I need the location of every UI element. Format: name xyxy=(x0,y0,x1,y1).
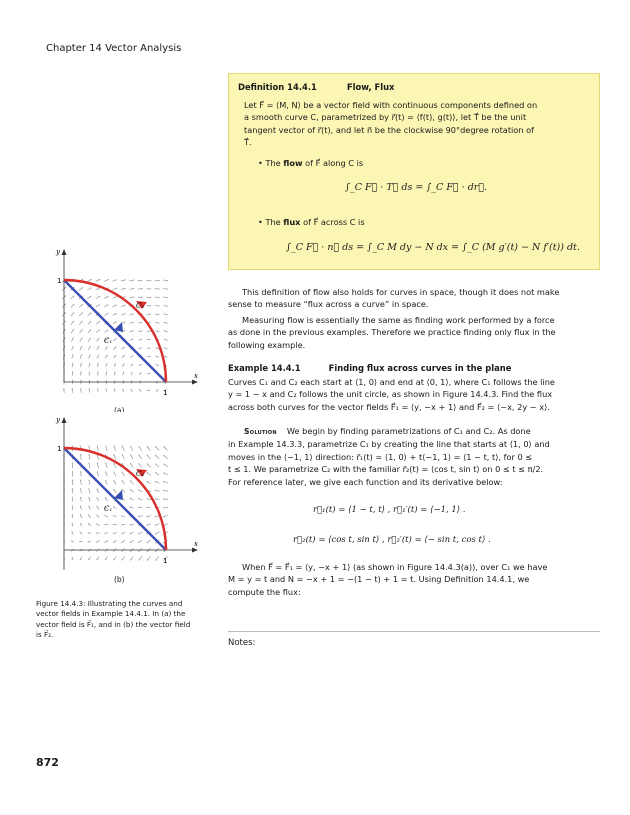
field-arrow-head xyxy=(158,305,159,307)
field-arrow-head xyxy=(158,288,159,290)
paragraph-flow-space xyxy=(228,286,600,311)
field-arrow-head xyxy=(72,446,74,447)
label-c2-a: C₂ xyxy=(136,302,145,310)
field-arrow-head xyxy=(72,471,74,472)
example-line: across both curves for the vector fields F⃗₁ = ⟨y, −x + 1⟩ and F⃗₂ = ⟨−x, 2y − x⟩. xyxy=(228,401,550,412)
equation-r2: r⃗₂(t) = ⟨cos t, sin t⟩ , r⃗₂′(t) = ⟨− sin t, cos t⟩ . xyxy=(293,535,491,545)
flow-equation: ∫_C F⃗ · T⃗ ds = ∫_C F⃗ · dr⃗. xyxy=(345,182,488,193)
field-arrow-head xyxy=(72,505,74,506)
field-arrow-head xyxy=(72,463,74,464)
field-arrow-head xyxy=(141,288,142,290)
field-arrow-head xyxy=(122,380,124,381)
field-arrow-head xyxy=(138,507,139,509)
solution-line: in Example 14.3.3, parametrize C₁ by creating the line that starts at ⟨1, 0⟩ and xyxy=(228,439,550,450)
body-line: sense to measure “flux across a curve” in space. xyxy=(228,299,429,310)
field-arrow-head xyxy=(72,371,74,372)
flux-bullet: • The flux of F⃗ across C is xyxy=(258,217,365,227)
field-arrow-head xyxy=(158,297,159,299)
curve-c1-b xyxy=(64,448,166,550)
definition-line: T⃗. xyxy=(244,137,252,148)
field-arrow-head xyxy=(106,380,108,381)
field-arrow-head xyxy=(150,305,151,307)
field-arrow-head xyxy=(72,380,74,381)
definition-line: Let F⃗ = ⟨M, N⟩ be a vector field with continuous components defined on xyxy=(244,100,538,110)
flux-bullet-prefix: The xyxy=(265,217,284,227)
field-arrow-head xyxy=(149,322,150,324)
field-arrow-head xyxy=(155,498,156,500)
flux-bullet-suffix: of F⃗ across C is xyxy=(300,217,365,227)
field-arrow-head xyxy=(138,515,139,517)
field-arrow-head xyxy=(163,498,164,500)
x-axis-arrow-b xyxy=(192,548,198,553)
label-c1-a: C₁ xyxy=(104,337,113,345)
field-arrow-head xyxy=(149,330,150,332)
flow-bullet-suffix: of F⃗ along C is xyxy=(302,158,364,168)
x-axis-label-a: x xyxy=(194,372,198,380)
example-label: Example 14.4.1 xyxy=(228,363,301,373)
field-arrow-head xyxy=(72,497,74,498)
solution-label: Solution xyxy=(244,427,277,436)
notes-divider xyxy=(228,631,600,632)
tick-x-a: 1 xyxy=(163,389,168,397)
flow-bullet: • The flow of F⃗ along C is xyxy=(258,158,364,168)
tick-y-b: 1 xyxy=(57,445,62,453)
field-arrow-head xyxy=(150,280,151,282)
solution-line: moves in the ⟨−1, 1⟩ direction: r⃗₁(t) = ⟨1, 0⟩ + t⟨−1, 1⟩ = ⟨1 − t, t⟩, for 0 ≤ xyxy=(228,451,533,462)
definition-line: tangent vector of r⃗(t), and let n⃗ be the clockwise 90°degree rotation of xyxy=(244,124,535,135)
field-arrow-head xyxy=(79,541,80,543)
body-line: Measuring flow is essentially the same as finding work performed by a force xyxy=(242,315,555,325)
figure-caption: Figure 14.4.3: Illustrating the curves and vector fields in Example 14.4.1. In (a) the vector field is F⃗₁, and in (b) the vector field is F⃗₂. xyxy=(36,599,191,640)
field-arrow-head xyxy=(89,380,91,381)
chapter-header: Chapter 14 Vector Analysis xyxy=(46,43,182,54)
tick-x-b: 1 xyxy=(163,557,168,565)
solution-block xyxy=(228,425,600,488)
y-axis-label-b: y xyxy=(56,416,60,424)
field-arrow-head xyxy=(149,347,150,349)
example-heading xyxy=(228,363,511,373)
field-arrow-head xyxy=(150,288,151,290)
field-arrow-head xyxy=(149,356,150,358)
figure-a-label: (a) xyxy=(114,406,125,415)
tick-y-a: 1 xyxy=(57,277,62,285)
body-line: following example. xyxy=(228,339,306,350)
figure-b xyxy=(30,412,210,582)
field-arrow-head xyxy=(156,382,158,383)
body-line: as done in the previous examples. Therefore we practice finding only flux in the xyxy=(228,327,556,338)
solution-line: t ≤ 1. We parametrize C₂ with the familiar r⃗₂(t) = ⟨cos t, sin t⟩ on 0 ≤ t ≤ π/2. xyxy=(228,464,544,475)
final-line: When F⃗ = F⃗₁ = ⟨y, −x + 1⟩ (as shown in Figure 14.4.3(a)), over C₁ we have xyxy=(242,562,548,572)
y-axis-arrow-b xyxy=(62,417,67,423)
label-c2-b: C₂ xyxy=(136,470,145,478)
y-axis-arrow-a xyxy=(62,249,67,255)
field-arrow-head xyxy=(72,480,74,481)
definition-title xyxy=(238,82,394,92)
field-arrow-head xyxy=(96,532,97,534)
example-statement xyxy=(228,376,600,413)
example-line: Curves C₁ and C₂ each start at ⟨1, 0⟩ and end at ⟨0, 1⟩, where C₁ follows the line xyxy=(228,377,555,387)
final-line: compute the flux: xyxy=(228,586,301,597)
field-arrow-head xyxy=(141,296,142,298)
field-arrow-head xyxy=(63,388,65,389)
definition-intro xyxy=(244,99,594,149)
field-arrow-head xyxy=(146,507,147,509)
field-arrow-head xyxy=(158,280,159,282)
field-arrow-head xyxy=(141,280,142,282)
field-arrow-head xyxy=(149,373,150,375)
definition-label: Definition 14.4.1 xyxy=(238,82,317,92)
field-arrow-head xyxy=(80,380,82,381)
final-paragraph xyxy=(228,561,600,598)
field-arrow-head xyxy=(149,339,150,341)
field-arrow-head xyxy=(149,314,150,316)
figure-b-label: (b) xyxy=(114,575,125,584)
x-axis-label-b: x xyxy=(194,540,198,548)
flux-word: flux xyxy=(283,217,301,227)
figure-a xyxy=(30,244,210,414)
example-name: Finding flux across curves in the plane xyxy=(328,363,512,373)
field-arrow-head xyxy=(139,380,141,381)
field-arrow-head xyxy=(150,297,151,299)
page-number: 872 xyxy=(36,756,59,769)
notes-label: Notes: xyxy=(228,638,256,648)
solution-line: We begin by finding parametrizations of C₁ and C₂. As done xyxy=(286,426,531,436)
equation-r1: r⃗₁(t) = ⟨1 − t, t⟩ , r⃗₁′(t) = ⟨−1, 1⟩ . xyxy=(313,505,466,515)
field-arrow-head xyxy=(72,388,74,389)
field-arrow-head xyxy=(97,380,99,381)
definition-name: Flow, Flux xyxy=(346,82,395,92)
field-arrow-head xyxy=(147,390,148,392)
flow-word: flow xyxy=(283,158,303,168)
x-axis-arrow-a xyxy=(192,380,198,385)
field-arrow-head xyxy=(72,488,74,489)
field-arrow-head xyxy=(131,380,133,381)
definition-line: a smooth curve C, parametrized by r⃗(t) = ⟨f(t), g(t)⟩, let T⃗ be the unit xyxy=(244,112,527,123)
solution-line: For reference later, we give each function and its derivative below: xyxy=(228,476,503,487)
field-arrow-head xyxy=(80,454,82,455)
body-line: This definition of flow also holds for curves in space, though it does not make xyxy=(242,287,560,297)
flow-bullet-prefix: The xyxy=(265,158,284,168)
y-axis-label-a: y xyxy=(56,248,60,256)
field-arrow-head xyxy=(80,446,82,447)
field-arrow-head xyxy=(114,380,116,381)
example-line: y = 1 − x and C₂ follows the unit circle, as shown in Figure 14.4.3. Find the flux xyxy=(228,389,553,400)
field-arrow-head xyxy=(113,524,114,526)
final-line: M = y = t and N = −x + 1 = −(1 − t) + 1 = t. Using Definition 14.4.1, we xyxy=(228,574,530,585)
vector-field-a xyxy=(62,279,168,393)
flux-equation: ∫_C F⃗ · n⃗ ds = ∫_C M dy − N dx = ∫_C (M g′(t) − N f′(t)) dt. xyxy=(286,242,580,253)
label-c1-b: C₁ xyxy=(104,505,113,513)
paragraph-measuring-flow xyxy=(228,314,600,351)
